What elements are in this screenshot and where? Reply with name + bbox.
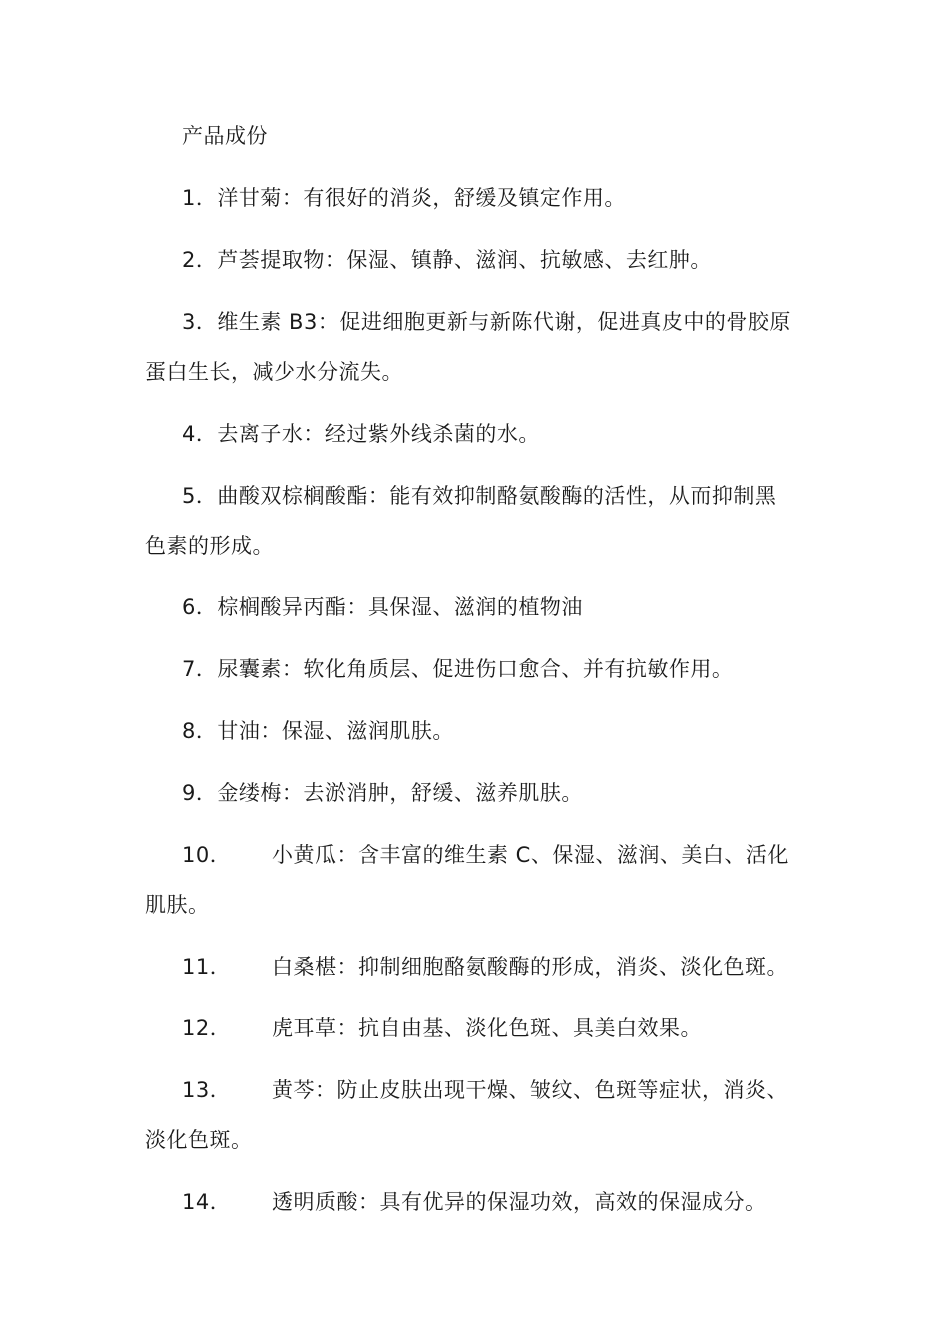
item-text: 尿囊素：软化角质层、促进伤口愈合、并有抗敏作用。 <box>217 657 734 681</box>
list-item-5-continuation: 色素的形成。 <box>145 534 274 558</box>
list-item-2 <box>182 245 712 275</box>
list-item-5 <box>182 481 776 511</box>
document-heading: 产品成份 <box>182 124 268 148</box>
list-item-3 <box>182 307 791 337</box>
item-text: 去离子水：经过紫外线杀菌的水。 <box>217 422 540 446</box>
item-number: 13． <box>182 1078 232 1102</box>
item-number: 6． <box>182 595 218 619</box>
item-text: 白桑椹：抑制细胞酪氨酸酶的形成，消炎、淡化色斑。 <box>272 955 788 979</box>
item-text: 虎耳草：抗自由基、淡化色斑、具美白效果。 <box>272 1016 702 1040</box>
list-item-10-continuation: 肌肤。 <box>145 893 210 917</box>
list-item-11 <box>182 952 788 982</box>
item-text: 棕榈酸异丙酯：具保湿、滋润的植物油 <box>217 595 583 619</box>
item-number: 7． <box>182 657 218 681</box>
list-item-13-continuation: 淡化色斑。 <box>145 1128 253 1152</box>
list-item-14 <box>182 1187 767 1217</box>
list-item-10 <box>182 840 789 870</box>
item-text: 洋甘菊：有很好的消炎，舒缓及镇定作用。 <box>217 186 626 210</box>
item-number: 3． <box>182 310 218 334</box>
list-item-8 <box>182 716 454 746</box>
list-item-1 <box>182 183 626 213</box>
item-text: 透明质酸：具有优异的保湿功效，高效的保湿成分。 <box>272 1190 767 1214</box>
item-number: 10． <box>182 843 232 867</box>
item-text: 黄芩：防止皮肤出现干燥、皱纹、色斑等症状，消炎、 <box>272 1078 788 1102</box>
item-number: 4． <box>182 422 218 446</box>
item-number: 11． <box>182 955 232 979</box>
item-number: 5． <box>182 484 218 508</box>
item-text: 金缕梅：去淤消肿，舒缓、滋养肌肤。 <box>217 781 583 805</box>
item-number: 8． <box>182 719 218 743</box>
list-item-6 <box>182 592 583 622</box>
item-number: 14． <box>182 1190 232 1214</box>
list-item-4 <box>182 419 540 449</box>
item-text: 甘油：保湿、滋润肌肤。 <box>217 719 454 743</box>
item-number: 9． <box>182 781 218 805</box>
item-text: 小黄瓜：含丰富的维生素 C、保湿、滋润、美白、活化 <box>272 843 789 867</box>
item-number: 12． <box>182 1016 232 1040</box>
list-item-9 <box>182 778 583 808</box>
list-item-7 <box>182 654 733 684</box>
list-item-12 <box>182 1013 702 1043</box>
list-item-13 <box>182 1075 788 1105</box>
item-text: 维生素 B3：促进细胞更新与新陈代谢，促进真皮中的骨胶原 <box>217 310 791 334</box>
list-item-3-continuation: 蛋白生长，减少水分流失。 <box>145 360 403 384</box>
item-number: 2． <box>182 248 218 272</box>
item-number: 1． <box>182 186 218 210</box>
item-text: 芦荟提取物：保湿、镇静、滋润、抗敏感、去红肿。 <box>217 248 712 272</box>
item-text: 曲酸双棕榈酸酯：能有效抑制酪氨酸酶的活性，从而抑制黑 <box>217 484 777 508</box>
